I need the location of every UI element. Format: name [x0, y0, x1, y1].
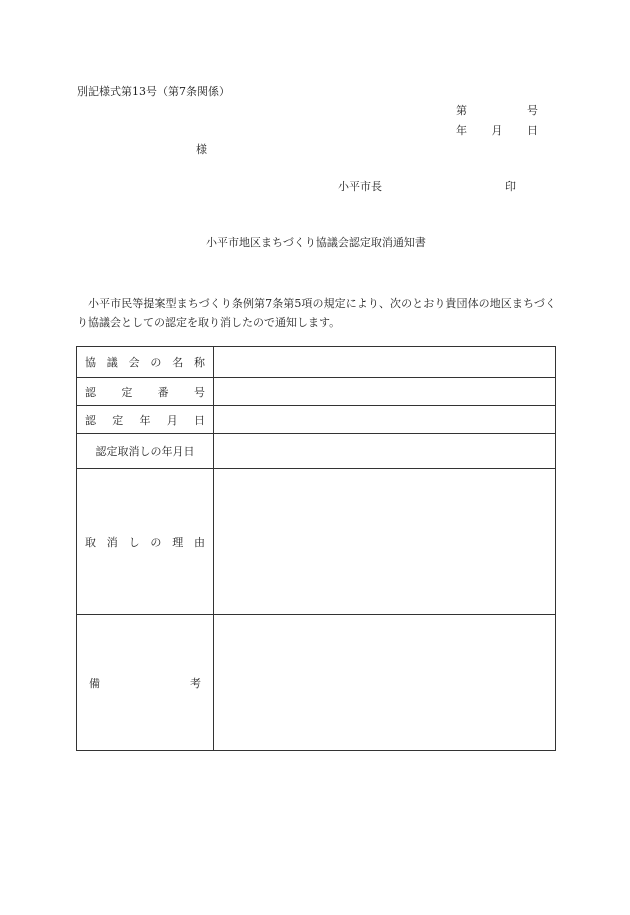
row-label-remarks: 備 考 [77, 615, 214, 751]
table-row [77, 378, 556, 406]
notice-table [76, 346, 556, 751]
table-row [77, 347, 556, 378]
number-suffix: 号 [527, 104, 538, 117]
date-year: 年 [456, 124, 467, 137]
certification-date-field[interactable] [214, 406, 556, 434]
addressee-suffix: 様 [196, 143, 207, 156]
table-row [77, 615, 556, 751]
form-header: 別記様式第13号（第7条関係） [77, 85, 230, 98]
association-name-field[interactable] [214, 347, 556, 378]
row-label-revocation-date: 認定取消しの年月日 [77, 434, 214, 469]
date-line [456, 124, 538, 138]
number-line [456, 104, 538, 118]
issuer-name: 小平市長 [338, 180, 382, 193]
remarks-field[interactable] [214, 615, 556, 751]
revocation-reason-field[interactable] [214, 469, 556, 615]
row-label-revocation-reason: 取 消 し の 理 由 [77, 469, 214, 615]
row-label-certification-number: 認 定 番 号 [77, 378, 214, 406]
revocation-date-field[interactable] [214, 434, 556, 469]
table-row [77, 469, 556, 615]
table-row [77, 434, 556, 469]
certification-number-field[interactable] [214, 378, 556, 406]
number-prefix: 第 [456, 104, 467, 117]
row-label-certification-date: 認 定 年 月 日 [77, 406, 214, 434]
row-label-association-name: 協 議 会 の 名 称 [77, 347, 214, 378]
notice-body: 小平市民等提案型まちづくり条例第7条第5項の規定により、次のとおり貴団体の地区まちづくり協議会としての認定を取り消したので通知します。 [77, 297, 556, 329]
seal-mark: 印 [505, 180, 516, 193]
table-row [77, 406, 556, 434]
date-month: 月 [491, 124, 503, 137]
document-title: 小平市地区まちづくり協議会認定取消通知書 [206, 236, 426, 249]
date-day: 日 [527, 124, 538, 137]
